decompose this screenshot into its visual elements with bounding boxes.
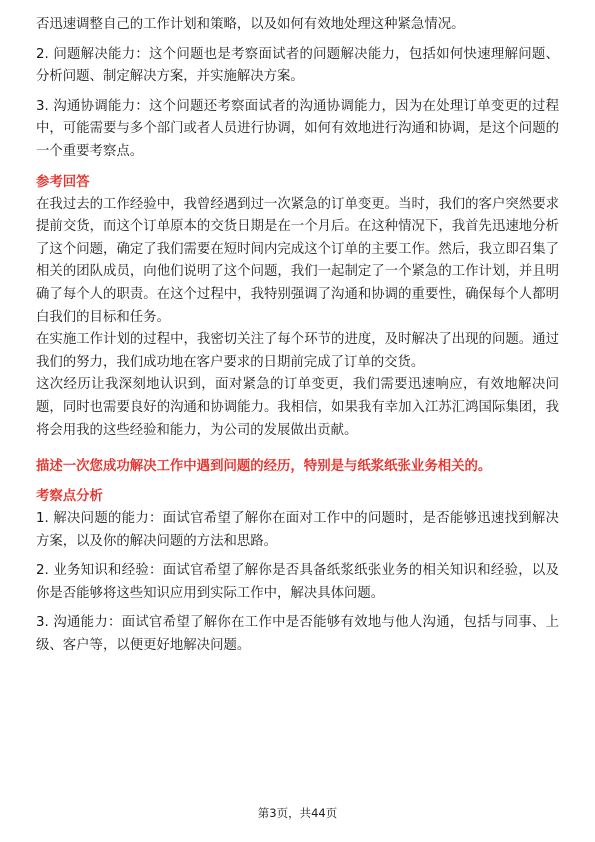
analysis-heading: 考察点分析 [36,489,103,505]
page-content [36,14,559,658]
answer-paragraph-3: 这次经历让我深刻地认识到，面对紧急的订单变更，我们需要迅速响应，有效地解决问题，同时也需要良好的沟通和协调能力。我相信，如果我有幸加入江苏汇鸿国际集团，我将会用我的这些经验和能力，为公司的发展做出贡献。 [36,377,559,438]
interview-question: 描述一次您成功解决工作中遇到问题的经历，特别是与纸浆纸张业务相关的。 [36,459,492,475]
answer-paragraph-2: 在实施工作计划的过程中，我密切关注了每个环节的进度，及时解决了出现的问题。通过我们的努力，我们成功地在客户要求的日期前完成了订单的交货。 [36,332,559,370]
analysis-point-2: 2. 问题解决能力：这个问题也是考察面试者的问题解决能力，包括如何快速理解问题、分析问题、制定解决方案，并实施解决方案。 [36,46,559,85]
next-analysis-point-2: 2. 业务知识和经验：面试官希望了解你是否具备纸浆纸张业务的相关知识和经验，以及你是否能够将这些知识应用到实际工作中，解决具体问题。 [36,563,559,601]
previous-answer-continuation: 否迅速调整自己的工作计划和策略，以及如何有效地处理这种紧急情况。 [36,17,465,32]
reference-answer-heading: 参考回答 [36,174,90,190]
next-analysis-point-1: 1. 解决问题的能力：面试官希望了解你在面对工作中的问题时，是否能够迅速找到解决方案，以及你的解决问题的方法和思路。 [36,511,559,549]
answer-paragraph-1: 在我过去的工作经验中，我曾经遇到过一次紧急的订单变更。当时，我们的客户突然要求提前交货，而这个订单原本的交货日期是在一个月后。在这种情况下，我首先迅速地分析了这个问题，确定了我们需要在短时间内完成这个订单的主要工作。然后，我立即召集了相关的团队成员，向他们说明了这个问题，我们一起制定了一个紧急的工作计划，并且明确了每个人的职责。在这个过程中，我特别强调了沟通和协调的重要性，确保每个人都明白我们的目标和任务。 [36,196,559,325]
next-analysis-point-3: 3. 沟通能力：面试官希望了解你在工作中是否能够有效地与他人沟通，包括与同事、上级、客户等，以便更好地解决问题。 [36,615,559,654]
page-number: 第3页，共44页 [257,806,338,820]
analysis-point-3: 3. 沟通协调能力：这个问题还考察面试者的沟通协调能力，因为在处理订单变更的过程中，可能需要与多个部门或者人员进行协调，如何有效地进行沟通和协调，是这个问题的一个重要考察点。 [36,98,559,159]
